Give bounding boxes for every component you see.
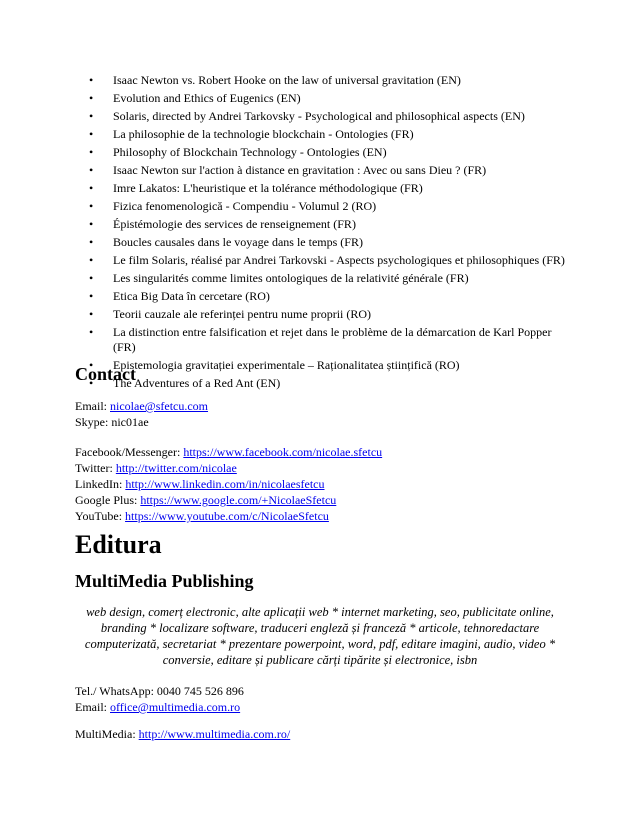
book-list-item: • Les singularités comme limites ontologiques de la relativité générale (FR): [75, 271, 575, 286]
skype-line: Skype: nic01ae: [75, 415, 149, 429]
book-list-item: • The Adventures of a Red Ant (EN): [75, 376, 575, 391]
publisher-site-block: [75, 727, 290, 743]
linkedin-label: LinkedIn:: [75, 477, 126, 491]
book-list-item: • Etica Big Data în cercetare (RO): [75, 289, 575, 304]
twitter-label: Twitter:: [75, 461, 116, 475]
youtube-line: [75, 509, 382, 524]
google-label: Google Plus:: [75, 493, 141, 507]
publisher-phone: Tel./ WhatsApp: 0040 745 526 896: [75, 684, 244, 698]
book-list-item: • Boucles causales dans le voyage dans le temps (FR): [75, 235, 575, 250]
publisher-contact: [75, 684, 244, 716]
book-list-item: • La distinction entre falsification et rejet dans le problème de la démarcation de Karl Popper (FR): [75, 325, 575, 355]
book-list-item: • Isaac Newton sur l'action à distance en gravitation : Avec ou sans Dieu ? (FR): [75, 163, 575, 178]
email-label: Email:: [75, 399, 110, 413]
youtube-link[interactable]: https://www.youtube.com/c/NicolaeSfetcu: [125, 509, 329, 523]
publisher-site-link[interactable]: http://www.multimedia.com.ro/: [138, 727, 291, 741]
contact-email-line: [75, 399, 208, 414]
google-link[interactable]: https://www.google.com/+NicolaeSfetcu: [140, 493, 337, 507]
linkedin-link[interactable]: http://www.linkedin.com/in/nicolaesfetcu: [125, 477, 325, 491]
youtube-label: YouTube:: [75, 509, 126, 523]
facebook-label: Facebook/Messenger:: [75, 445, 184, 459]
publisher-site-label: MultiMedia:: [75, 727, 139, 741]
twitter-line: [75, 461, 382, 476]
book-list-item: • Épistémologie des services de renseignement (FR): [75, 217, 575, 232]
book-list-item: • Isaac Newton vs. Robert Hooke on the law of universal gravitation (EN): [75, 73, 575, 88]
publisher-site-line: [75, 727, 290, 742]
editura-heading: Editura: [75, 530, 162, 559]
publisher-name: MultiMedia Publishing: [75, 571, 254, 591]
book-list-item: • Philosophy of Blockchain Technology - Ontologies (EN): [75, 145, 575, 160]
book-list-item: • Le film Solaris, réalisé par Andrei Tarkovski - Aspects psychologiques et philosophiques (FR): [75, 253, 575, 268]
publisher-email-link[interactable]: office@multimedia.com.ro: [110, 700, 241, 714]
book-list-item: • La philosophie de la technologie blockchain - Ontologies (FR): [75, 127, 575, 142]
publisher-email-label: Email:: [75, 700, 110, 714]
contact-heading: Contact: [75, 364, 136, 384]
book-list: [75, 73, 575, 394]
contact-basic: [75, 399, 208, 431]
publisher-tagline: web design, comerț electronic, alte aplicații web * internet marketing, seo, publicitate online, branding * localizare software, traduceri engleză și franceză * articole, tehnoredactare computerizată, secretariat * prezentare powerpoint, word, pdf, editare imagini, audio, video * conversie, editare și publicare cărți tipărite și electronice, isbn: [84, 605, 556, 667]
book-list-item: • Evolution and Ethics of Eugenics (EN): [75, 91, 575, 106]
book-list-item: • Imre Lakatos: L'heuristique et la tolérance méthodologique (FR): [75, 181, 575, 196]
social-links: [75, 445, 382, 525]
book-list-item: • Teorii cauzale ale referinței pentru nume proprii (RO): [75, 307, 575, 322]
book-list-item: • Fizica fenomenologică - Compendiu - Volumul 2 (RO): [75, 199, 575, 214]
twitter-link[interactable]: http://twitter.com/nicolae: [115, 461, 237, 475]
book-list-item: • Epistemologia gravitației experimentale – Raționalitatea științifică (RO): [75, 358, 575, 373]
google-line: [75, 493, 382, 508]
email-link[interactable]: nicolae@sfetcu.com: [110, 399, 209, 413]
facebook-line: [75, 445, 382, 460]
linkedin-line: [75, 477, 382, 492]
book-list-item: • Solaris, directed by Andrei Tarkovsky - Psychological and philosophical aspects (EN): [75, 109, 575, 124]
publisher-email-line: [75, 700, 244, 715]
facebook-link[interactable]: https://www.facebook.com/nicolae.sfetcu: [183, 445, 383, 459]
